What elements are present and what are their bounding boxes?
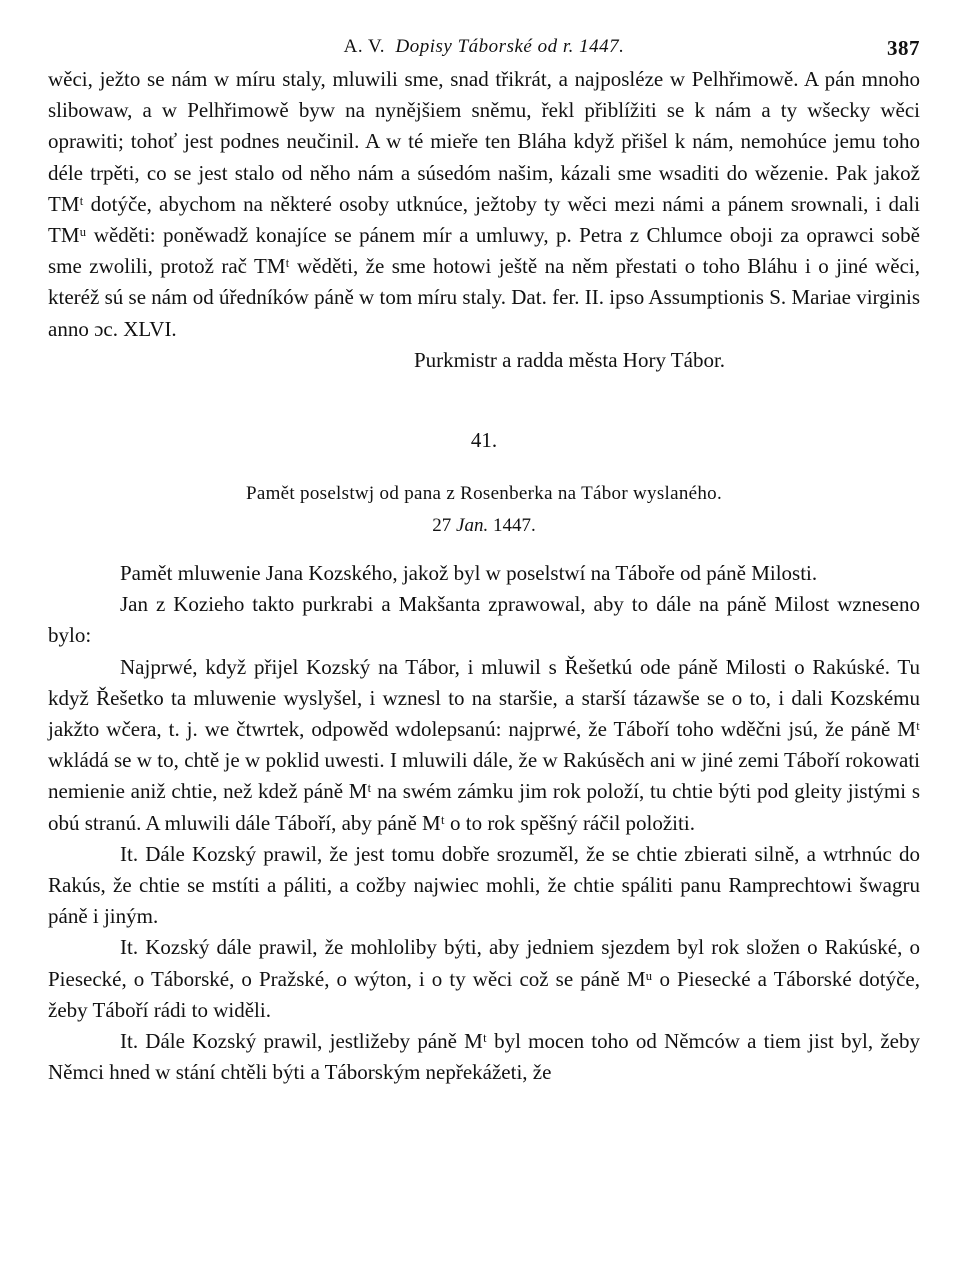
document-date bbox=[48, 512, 920, 540]
date-month: Jan. bbox=[456, 515, 489, 537]
date-year: 1447. bbox=[492, 515, 536, 537]
running-header bbox=[48, 30, 920, 64]
document-heading: Pamět poselstwj od pana z Rosenberka na Tábor wyslaného. bbox=[245, 483, 723, 505]
paragraph: It. Kozský dále prawil, že mohloliby býti, aby jedniem sjezdem byl rok složen o Rakúské, o Piesecké, o Táborské, o Pražské, o wýton, i o ty wěci což se páně Mᵘ o Piesecké a Táborské dotýče, žeby Táboří rádi to widěli. bbox=[48, 935, 920, 1022]
paragraph: Jan z Kozieho takto purkrabi a Makšanta zprawowal, aby to dále na páně Milost wzneseno bylo: bbox=[48, 592, 920, 648]
paragraph: It. Dále Kozský prawil, že jest tomu dobře srozuměl, že se chtie zbierati silně, a wtrhnúc do Rakús, že chtie se mstíti a páliti, a cožby najwiec mohli, že chtie spáliti panu Ramprechtowi šwagru páně i jiným. bbox=[48, 841, 920, 929]
paragraph: Pamět mluwenie Jana Kozského, jakož byl w poselstwí na Táboře od páně Milosti. bbox=[120, 561, 818, 586]
letter-40-closing-paragraph: wěci, ježto se nám w míru staly, mluwili sme, snad třikrát, a najposléze w Pelhřimowě. A pán mnoho slibowaw, a w Pelhřimowě byw na nynějšiem sněmu, řekl přiblížiti se k nám a ty wšecky wěci oprawiti; tohoť jest podnes neučinil. A w té mieře ten Bláha když přišel k nám, nemohúce jemu toho déle trpěti, co se jest stalo od něho nám a súsedóm našim, kázali sme wsaditi do wězenie. Pak jakož TMᵗ dotýče, abychom na některé osoby utknúce, ježtoby ty wěci mezi námi a pánem srownali, i dali TMᵘ wěděti: poněwadž konajíce se pánem mír a umluwy, p. Petra z Chlumce oboji za oprawci sobě sme zwolili, protož rač TMᵗ wěděti, že sme hotowi ještě na něm přestati o toho Bláhu i o jiné wěci, kteréž sú se nám od úředníków páně w tom míru staly. Dat. fer. II. ipso Assumptionis S. Mariae virginis anno ɔc. XLVI. bbox=[48, 67, 920, 341]
section-label: A. V. bbox=[343, 36, 386, 57]
paragraph: Najprwé, když přijel Kozský na Tábor, i mluwil s Řešetkú ode páně Milosti o Rakúské. Tu když Řešetko ta mluwenie wyslyšel, i wznesl to na staršie, a starší tázawše se o to, i dali Kozskému jakžto wčera, t. j. we čtwrtek, odpowěd wdolepsanú: najprwé, že Táboří toho wděčni jsú, že páně Mᵗ wkládá se w to, chtě je w poklid uwesti. I mluwili dále, že w Rakúsěch ani w jiné zemi Táboří rokowati nemienie aniž chtie, než kdež páně Mᵗ na swém zámku jim rok položí, tu chtie býti pod gleity jistými s obú stranú. A mluwili dále Táboří, aby páně Mᵗ o to rok spěšný ráčil položiti. bbox=[48, 654, 920, 835]
page-number: 387 bbox=[887, 36, 920, 60]
date-day: 27 bbox=[432, 515, 452, 537]
running-title: Dopisy Táborské od r. 1447. bbox=[395, 36, 625, 57]
paragraph: It. Dále Kozský prawil, jestližeby páně Mᵗ byl mocen toho od Němców a tiem jist byl, žeby Němci hned w stání chtěli býti a Táborským nepřekážeti, že bbox=[48, 1029, 920, 1085]
book-page bbox=[48, 30, 920, 1088]
letter-40-signature: Purkmistr a radda města Hory Tábor. bbox=[414, 347, 726, 372]
document-number: 41. bbox=[470, 428, 498, 453]
